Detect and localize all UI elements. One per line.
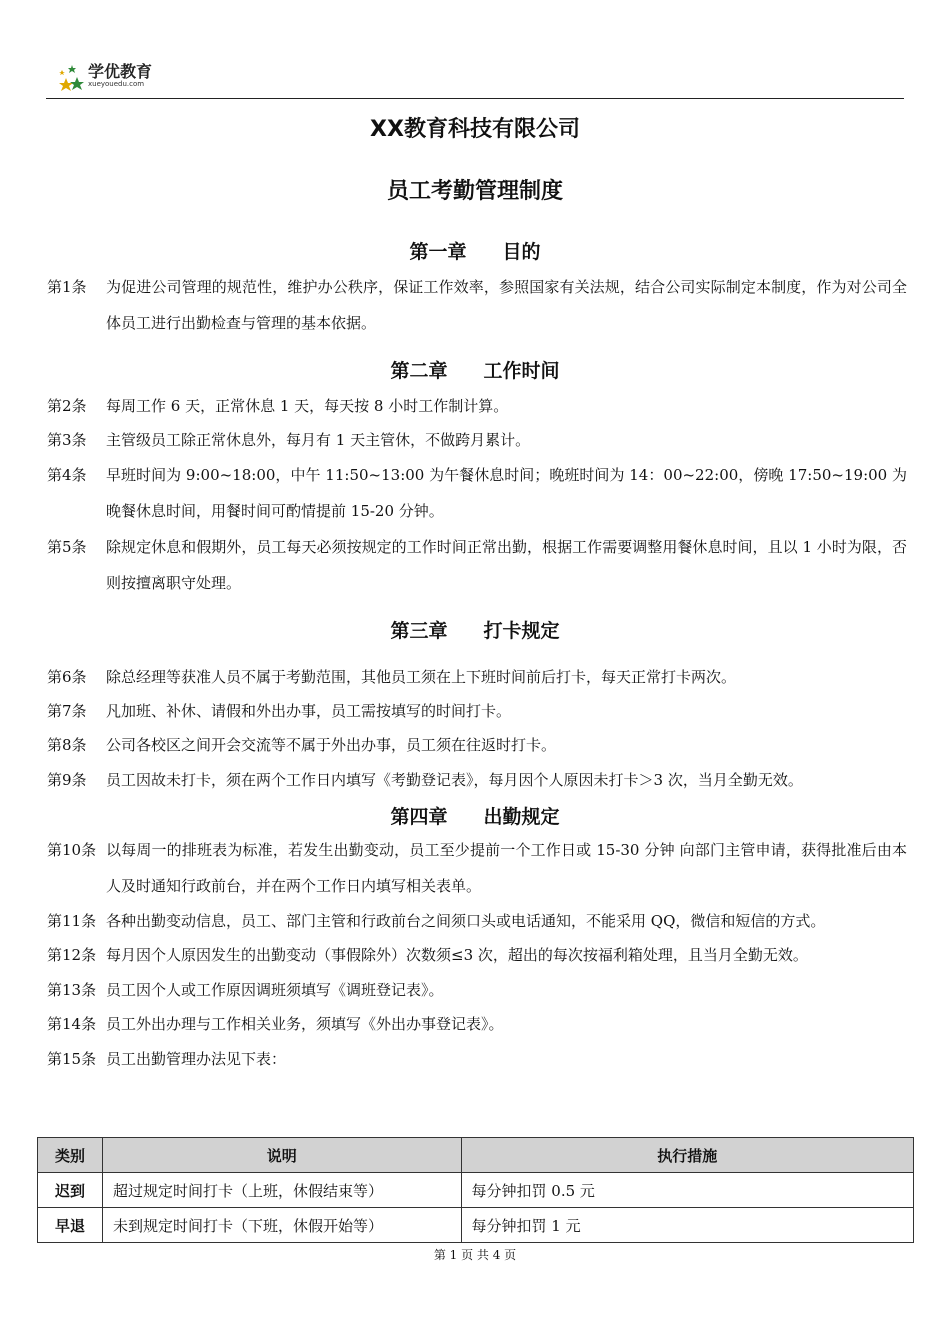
article-number: 第8条: [47, 736, 87, 754]
table-cell-measure: 每分钟扣罚 1 元: [461, 1208, 913, 1243]
page-header: [46, 62, 904, 99]
article-text: 早班时间为 9:00~18:00，中午 11:50~13:00 为午餐休息时间；晚班时间为 14：00~22:00，傍晚 17:50~19:00 为晚餐休息时间，用餐时间可酌情提前 15-20 分钟。: [106, 466, 907, 520]
article: [47, 937, 907, 973]
article-number: 第1条: [47, 278, 87, 296]
document-title: 员工考勤管理制度: [386, 179, 563, 204]
table-cell-description: 未到规定时间打卡（下班，休假开始等）: [102, 1208, 461, 1243]
article-number: 第4条: [47, 466, 87, 484]
article-number: 第5条: [47, 538, 87, 556]
attendance-penalty-table: [37, 1137, 914, 1243]
chapter-heading: [0, 356, 950, 383]
chapter-name: 目的: [502, 241, 541, 263]
article-text: 除规定休息和假期外，员工每天必须按规定的工作时间正常出勤，根据工作需要调整用餐休息时间，且以 1 小时为限，否则按擅离职守处理。: [106, 538, 907, 592]
article-text: 员工因个人或工作原因调班须填写《调班登记表》。: [106, 981, 444, 999]
article: [47, 529, 907, 601]
chapter-number: 第四章: [390, 806, 448, 828]
page-footer: 第 1 页 共 4 页: [433, 1248, 517, 1262]
column-header: 执行措施: [461, 1138, 913, 1173]
chapter-heading: [0, 802, 950, 829]
article-number: 第15条: [47, 1050, 97, 1068]
article-number: 第10条: [47, 841, 97, 859]
article-text: 各种出勤变动信息，员工、部门主管和行政前台之间须口头或电话通知，不能采用 QQ，微信和短信的方式。: [106, 912, 826, 930]
article-number: 第6条: [47, 668, 87, 686]
chapter-number: 第一章: [409, 241, 467, 263]
chapter-number: 第三章: [390, 620, 448, 642]
table-row: [38, 1208, 914, 1243]
article-number: 第3条: [47, 431, 87, 449]
table-cell-category: 迟到: [38, 1173, 103, 1208]
article-number: 第2条: [47, 397, 87, 415]
column-header: 类别: [38, 1138, 103, 1173]
article-text: 员工因故未打卡，须在两个工作日内填写《考勤登记表》，每月因个人原因未打卡＞3 次，当月全勤无效。: [106, 771, 803, 789]
article: [47, 1006, 907, 1042]
article: [47, 903, 907, 939]
article: [47, 388, 907, 424]
article-number: 第9条: [47, 771, 87, 789]
article: [47, 1041, 907, 1077]
chapter-name: 出勤规定: [483, 806, 560, 828]
chapter-heading: [0, 616, 950, 643]
chapter-name: 工作时间: [483, 360, 560, 382]
article-text: 员工外出办理与工作相关业务，须填写《外出办事登记表》。: [106, 1015, 504, 1033]
article-text: 为促进公司管理的规范性，维护办公秩序，保证工作效率，参照国家有关法规，结合公司实际制定本制度，作为对公司全体员工进行出勤检查与管理的基本依据。: [106, 278, 907, 332]
chapter-name: 打卡规定: [483, 620, 560, 642]
table-cell-measure: 每分钟扣罚 0.5 元: [461, 1173, 913, 1208]
article: [47, 727, 907, 763]
article: [47, 832, 907, 904]
table-cell-description: 超过规定时间打卡（上班，休假结束等）: [102, 1173, 461, 1208]
article-text: 主管级员工除正常休息外，每月有 1 天主管休，不做跨月累计。: [106, 431, 531, 449]
table-cell-category: 早退: [38, 1208, 103, 1243]
article-number: 第7条: [47, 702, 87, 720]
article: [47, 972, 907, 1008]
article-number: 第14条: [47, 1015, 97, 1033]
company-title: XX教育科技有限公司: [370, 117, 580, 142]
article-number: 第11条: [47, 912, 97, 930]
logo-domain: xueyouedu.com: [88, 80, 145, 88]
article-number: 第13条: [47, 981, 97, 999]
column-header: 说明: [102, 1138, 461, 1173]
company-logo: [56, 64, 152, 96]
article: [47, 762, 907, 798]
logo-chinese-name: 学优教育: [88, 62, 153, 81]
article: [47, 457, 907, 529]
table-row: [38, 1173, 914, 1208]
article-text: 公司各校区之间开会交流等不属于外出办事，员工须在往返时打卡。: [106, 736, 557, 754]
article-text: 以每周一的排班表为标准，若发生出勤变动，员工至少提前一个工作日或 15-30 分钟 向部门主管申请，获得批准后由本人及时通知行政前台，并在两个工作日内填写相关表单。: [106, 841, 907, 895]
article-number: 第12条: [47, 946, 97, 964]
article-text: 除总经理等获准人员不属于考勤范围，其他员工须在上下班时间前后打卡，每天正常打卡两次。: [106, 668, 737, 686]
chapter-heading: [0, 237, 950, 264]
table-header-row: [38, 1138, 914, 1173]
article: [47, 693, 907, 729]
article: [47, 659, 907, 695]
article-text: 每周工作 6 天，正常休息 1 天，每天按 8 小时工作制计算。: [106, 397, 509, 415]
chapter-number: 第二章: [390, 360, 448, 382]
article-text: 每月因个人原因发生的出勤变动（事假除外）次数须≤3 次，超出的每次按福利箱处理，且当月全勤无效。: [106, 946, 808, 964]
article: [47, 422, 907, 458]
article-text: 员工出勤管理办法见下表：: [106, 1050, 287, 1068]
article: [47, 269, 907, 341]
star-cluster-icon: [56, 64, 86, 96]
article-text: 凡加班、补休、请假和外出办事，员工需按填写的时间打卡。: [106, 702, 512, 720]
